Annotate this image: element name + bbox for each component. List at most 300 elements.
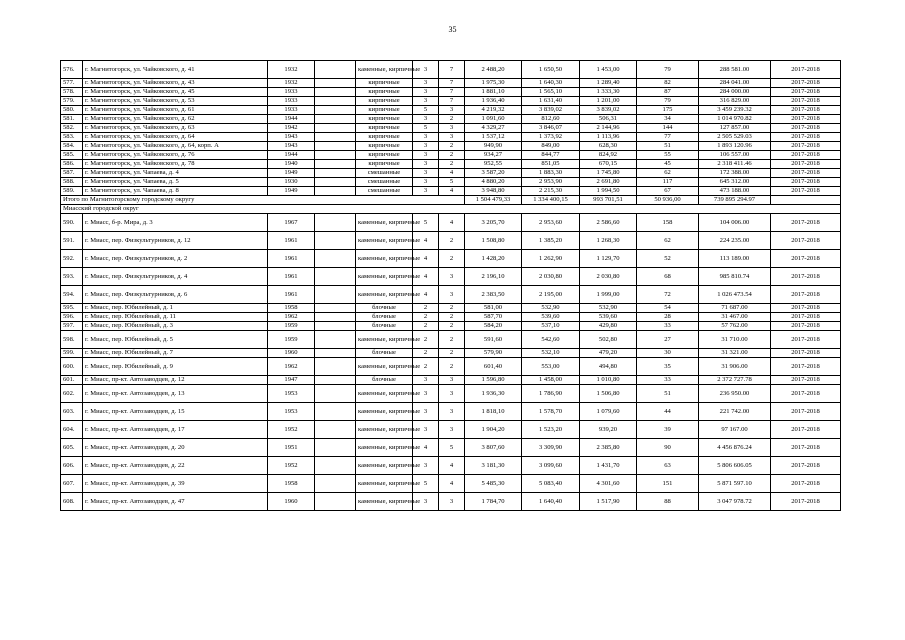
living-area-cell: 1 883,30 — [522, 169, 580, 178]
period-cell: 2017-2018 — [771, 376, 841, 385]
table-row — [61, 79, 841, 88]
living-area-cell: 1 262,90 — [522, 250, 580, 268]
address-cell: г. Магнитогорск, ул. Чапаева, д. 4 — [83, 169, 268, 178]
year-cell: 1961 — [268, 232, 315, 250]
residential-area-cell: 532,90 — [580, 304, 637, 313]
material-cell: каменные, кирпичные — [356, 286, 413, 304]
row-number: 588. — [61, 178, 83, 187]
total-area-cell: 1 975,30 — [465, 79, 522, 88]
row-number: 603. — [61, 403, 83, 421]
floors-cell: 2 — [413, 358, 439, 376]
address-cell: г. Миасс, пр-кт. Автозаводцев, д. 12 — [83, 376, 268, 385]
empty-cell — [315, 151, 356, 160]
living-area-cell: 812,60 — [522, 115, 580, 124]
floors-cell: 3 — [413, 133, 439, 142]
residents-cell: 28 — [637, 313, 699, 322]
address-cell: г. Миасс, пр-кт. Автозаводцев, д. 47 — [83, 493, 268, 511]
period-cell: 2017-2018 — [771, 88, 841, 97]
residential-area-cell: 1 994,50 — [580, 187, 637, 196]
residents-cell: 44 — [637, 403, 699, 421]
address-cell: г. Миасс, пр-кт. Автозаводцев, д. 20 — [83, 439, 268, 457]
total-area-cell: 1 504 479,33 — [465, 196, 522, 205]
material-cell: каменные, кирпичные — [356, 268, 413, 286]
entrances-cell: 3 — [439, 106, 465, 115]
row-number: 596. — [61, 313, 83, 322]
cost-cell: 5 806 606.05 — [699, 457, 771, 475]
row-number: 582. — [61, 124, 83, 133]
living-area-cell: 5 083,40 — [522, 475, 580, 493]
cost-cell: 104 006.00 — [699, 214, 771, 232]
floors-cell: 3 — [413, 61, 439, 79]
period-cell: 2017-2018 — [771, 133, 841, 142]
floors-cell: 3 — [413, 376, 439, 385]
floors-cell: 2 — [413, 313, 439, 322]
floors-cell: 5 — [413, 106, 439, 115]
living-area-cell: 539,60 — [522, 313, 580, 322]
floors-cell: 3 — [413, 115, 439, 124]
floors-cell: 4 — [413, 439, 439, 457]
residential-area-cell: 1 113,96 — [580, 133, 637, 142]
table-row — [61, 304, 841, 313]
residential-area-cell: 1 453,00 — [580, 61, 637, 79]
floors-cell: 3 — [413, 385, 439, 403]
material-cell: блочные — [356, 322, 413, 331]
residents-cell: 175 — [637, 106, 699, 115]
row-number: 581. — [61, 115, 83, 124]
year-cell: 1953 — [268, 385, 315, 403]
table-row — [61, 376, 841, 385]
address-cell: г. Магнитогорск, ул. Чайковского, д. 64, корп. А — [83, 142, 268, 151]
year-cell: 1961 — [268, 250, 315, 268]
living-area-cell: 844,77 — [522, 151, 580, 160]
empty-cell — [315, 142, 356, 151]
period-cell: 2017-2018 — [771, 313, 841, 322]
cost-cell: 236 950.00 — [699, 385, 771, 403]
residential-area-cell: 1 431,70 — [580, 457, 637, 475]
living-area-cell: 1 578,70 — [522, 403, 580, 421]
residential-area-cell: 939,20 — [580, 421, 637, 439]
row-number: 585. — [61, 151, 83, 160]
residential-area-cell: 1 999,00 — [580, 286, 637, 304]
floors-cell: 4 — [413, 286, 439, 304]
period-cell: 2017-2018 — [771, 124, 841, 133]
material-cell: каменные, кирпичные — [356, 493, 413, 511]
address-cell: г. Миасс, пер. Юбилейный, д. 7 — [83, 349, 268, 358]
living-area-cell: 3 839,02 — [522, 106, 580, 115]
empty-cell — [315, 79, 356, 88]
row-number: 607. — [61, 475, 83, 493]
entrances-cell: 2 — [439, 160, 465, 169]
total-area-cell: 1 881,10 — [465, 88, 522, 97]
entrances-cell: 4 — [439, 214, 465, 232]
table-row — [61, 142, 841, 151]
material-cell: кирпичные — [356, 79, 413, 88]
cost-cell: 57 762.00 — [699, 322, 771, 331]
total-area-cell: 3 587,20 — [465, 169, 522, 178]
material-cell: каменные, кирпичные — [356, 475, 413, 493]
table-row — [61, 313, 841, 322]
row-number: 584. — [61, 142, 83, 151]
year-cell: 1930 — [268, 178, 315, 187]
table-row — [61, 421, 841, 439]
table-row — [61, 61, 841, 79]
material-cell: каменные, кирпичные — [356, 331, 413, 349]
year-cell: 1961 — [268, 268, 315, 286]
floors-cell: 5 — [413, 475, 439, 493]
residents-cell: 62 — [637, 232, 699, 250]
cost-cell: 31 710.00 — [699, 331, 771, 349]
residential-area-cell: 2 030,80 — [580, 268, 637, 286]
period-cell: 2017-2018 — [771, 493, 841, 511]
period-cell: 2017-2018 — [771, 187, 841, 196]
material-cell: каменные, кирпичные — [356, 358, 413, 376]
material-cell: кирпичные — [356, 106, 413, 115]
period-cell: 2017-2018 — [771, 79, 841, 88]
cost-cell: 127 857.00 — [699, 124, 771, 133]
empty-cell — [315, 475, 356, 493]
residents-cell: 68 — [637, 268, 699, 286]
table-row — [61, 106, 841, 115]
year-cell: 1960 — [268, 349, 315, 358]
year-cell: 1962 — [268, 358, 315, 376]
material-cell: кирпичные — [356, 133, 413, 142]
material-cell: кирпичные — [356, 97, 413, 106]
table-row — [61, 214, 841, 232]
floors-cell: 3 — [413, 187, 439, 196]
floors-cell: 4 — [413, 232, 439, 250]
cost-cell: 473 188.00 — [699, 187, 771, 196]
residential-area-cell: 502,80 — [580, 331, 637, 349]
empty-cell — [315, 421, 356, 439]
row-number: 598. — [61, 331, 83, 349]
material-cell: кирпичные — [356, 115, 413, 124]
period-cell: 2017-2018 — [771, 457, 841, 475]
cost-cell: 221 742.00 — [699, 403, 771, 421]
residential-area-cell: 1 268,30 — [580, 232, 637, 250]
table-row — [61, 475, 841, 493]
empty-cell — [315, 349, 356, 358]
address-cell: г. Магнитогорск, ул. Чайковского, д. 62 — [83, 115, 268, 124]
empty-cell — [315, 133, 356, 142]
living-area-cell: 3 099,60 — [522, 457, 580, 475]
total-area-cell: 2 488,20 — [465, 61, 522, 79]
row-number: 594. — [61, 286, 83, 304]
material-cell: каменные, кирпичные — [356, 385, 413, 403]
residents-cell: 62 — [637, 169, 699, 178]
total-area-cell: 579,90 — [465, 349, 522, 358]
entrances-cell: 2 — [439, 232, 465, 250]
empty-cell — [315, 376, 356, 385]
residents-cell: 151 — [637, 475, 699, 493]
year-cell: 1940 — [268, 160, 315, 169]
entrances-cell: 5 — [439, 178, 465, 187]
cost-cell: 5 871 597.10 — [699, 475, 771, 493]
empty-cell — [315, 268, 356, 286]
living-area-cell: 851,05 — [522, 160, 580, 169]
row-number: 599. — [61, 349, 83, 358]
entrances-cell: 2 — [439, 151, 465, 160]
table-row — [61, 115, 841, 124]
material-cell: смешанные — [356, 169, 413, 178]
residential-area-cell: 1 201,00 — [580, 97, 637, 106]
total-area-cell: 3 948,80 — [465, 187, 522, 196]
empty-cell — [315, 286, 356, 304]
living-area-cell: 1 373,92 — [522, 133, 580, 142]
living-area-cell: 532,90 — [522, 304, 580, 313]
material-cell: блочные — [356, 313, 413, 322]
residential-area-cell: 2 385,80 — [580, 439, 637, 457]
address-cell: г. Миасс, пр-кт. Автозаводцев, д. 17 — [83, 421, 268, 439]
empty-cell — [315, 493, 356, 511]
table-row — [61, 97, 841, 106]
entrances-cell: 2 — [439, 349, 465, 358]
floors-cell: 3 — [413, 88, 439, 97]
period-cell: 2017-2018 — [771, 250, 841, 268]
address-cell: г. Миасс, пер. Юбилейный, д. 9 — [83, 358, 268, 376]
empty-cell — [315, 385, 356, 403]
year-cell: 1933 — [268, 106, 315, 115]
address-cell: г. Магнитогорск, ул. Чапаева, д. 8 — [83, 187, 268, 196]
year-cell: 1960 — [268, 493, 315, 511]
cost-cell: 985 810.74 — [699, 268, 771, 286]
residents-cell: 77 — [637, 133, 699, 142]
address-cell: г. Миасс, пер. Юбилейный, д. 1 — [83, 304, 268, 313]
entrances-cell: 3 — [439, 268, 465, 286]
table-row — [61, 124, 841, 133]
cost-cell: 31 321.00 — [699, 349, 771, 358]
year-cell: 1961 — [268, 286, 315, 304]
row-number: 576. — [61, 61, 83, 79]
year-cell: 1962 — [268, 313, 315, 322]
empty-cell — [315, 250, 356, 268]
total-area-cell: 587,70 — [465, 313, 522, 322]
living-area-cell: 1 786,90 — [522, 385, 580, 403]
entrances-cell: 3 — [439, 124, 465, 133]
entrances-cell: 2 — [439, 250, 465, 268]
year-cell: 1943 — [268, 142, 315, 151]
entrances-cell: 3 — [439, 376, 465, 385]
material-cell: кирпичные — [356, 160, 413, 169]
empty-cell — [315, 115, 356, 124]
table-row — [61, 331, 841, 349]
residential-area-cell: 1 517,90 — [580, 493, 637, 511]
address-cell: г. Миасс, пер. Юбилейный, д. 11 — [83, 313, 268, 322]
floors-cell: 2 — [413, 322, 439, 331]
living-area-cell: 3 846,07 — [522, 124, 580, 133]
address-cell: г. Магнитогорск, ул. Чайковского, д. 43 — [83, 79, 268, 88]
total-area-cell: 4 329,27 — [465, 124, 522, 133]
cost-cell: 284 000.00 — [699, 88, 771, 97]
row-number: 577. — [61, 79, 83, 88]
year-cell: 1932 — [268, 79, 315, 88]
period-cell: 2017-2018 — [771, 142, 841, 151]
living-area-cell: 1 385,20 — [522, 232, 580, 250]
empty-cell — [315, 331, 356, 349]
table-row — [61, 88, 841, 97]
empty-cell — [315, 403, 356, 421]
year-cell: 1944 — [268, 151, 315, 160]
table-row — [61, 322, 841, 331]
empty-cell — [315, 304, 356, 313]
material-cell: каменные, кирпичные — [356, 61, 413, 79]
address-cell: г. Магнитогорск, ул. Чайковского, д. 41 — [83, 61, 268, 79]
total-area-cell: 3 205,70 — [465, 214, 522, 232]
cost-cell: 1 026 473.54 — [699, 286, 771, 304]
empty-cell — [315, 97, 356, 106]
cost-cell: 113 189.00 — [699, 250, 771, 268]
cost-cell: 2 318 411.46 — [699, 160, 771, 169]
residential-area-cell: 1 289,40 — [580, 79, 637, 88]
floors-cell: 4 — [413, 250, 439, 268]
entrances-cell: 2 — [439, 322, 465, 331]
cost-cell: 1 014 970.82 — [699, 115, 771, 124]
residents-cell: 50 936,00 — [637, 196, 699, 205]
total-area-cell: 581,00 — [465, 304, 522, 313]
period-cell: 2017-2018 — [771, 304, 841, 313]
empty-cell — [315, 106, 356, 115]
total-area-cell: 591,60 — [465, 331, 522, 349]
living-area-cell: 1 565,10 — [522, 88, 580, 97]
entrances-cell: 3 — [439, 286, 465, 304]
residents-cell: 67 — [637, 187, 699, 196]
cost-cell: 316 829.00 — [699, 97, 771, 106]
empty-cell — [315, 439, 356, 457]
period-cell: 2017-2018 — [771, 97, 841, 106]
material-cell: каменные, кирпичные — [356, 214, 413, 232]
address-cell: г. Магнитогорск, ул. Чайковского, д. 63 — [83, 124, 268, 133]
floors-cell: 2 — [413, 331, 439, 349]
residents-cell: 54 — [637, 304, 699, 313]
cost-cell: 288 581.00 — [699, 61, 771, 79]
total-area-cell: 601,40 — [465, 358, 522, 376]
material-cell: смешанные — [356, 187, 413, 196]
table-row — [61, 169, 841, 178]
living-area-cell: 849,00 — [522, 142, 580, 151]
floors-cell: 3 — [413, 151, 439, 160]
period-cell: 2017-2018 — [771, 349, 841, 358]
residents-cell: 90 — [637, 439, 699, 457]
residents-cell: 79 — [637, 61, 699, 79]
address-cell: г. Миасс, пер. Юбилейный, д. 5 — [83, 331, 268, 349]
address-cell: г. Миасс, пер. Юбилейный, д. 3 — [83, 322, 268, 331]
year-cell: 1933 — [268, 88, 315, 97]
residential-area-cell: 429,80 — [580, 322, 637, 331]
residential-area-cell: 3 839,02 — [580, 106, 637, 115]
entrances-cell: 2 — [439, 304, 465, 313]
total-area-cell: 1 818,10 — [465, 403, 522, 421]
row-number: 605. — [61, 439, 83, 457]
entrances-cell: 7 — [439, 88, 465, 97]
address-cell: г. Миасс, пер. Физкультурников, д. 6 — [83, 286, 268, 304]
material-cell: каменные, кирпичные — [356, 403, 413, 421]
living-area-cell: 1 523,20 — [522, 421, 580, 439]
total-area-cell: 1 936,30 — [465, 385, 522, 403]
total-area-cell: 934,27 — [465, 151, 522, 160]
section-label: Миасский городской округ — [61, 205, 841, 214]
year-cell: 1944 — [268, 115, 315, 124]
total-label: Итого по Магнитогорскому городскому округу — [61, 196, 465, 205]
address-cell: г. Магнитогорск, ул. Чайковского, д. 61 — [83, 106, 268, 115]
cost-cell: 645 312.00 — [699, 178, 771, 187]
living-area-cell: 1 631,40 — [522, 97, 580, 106]
entrances-cell: 2 — [439, 358, 465, 376]
residents-cell: 88 — [637, 493, 699, 511]
address-cell: г. Магнитогорск, ул. Чайковского, д. 53 — [83, 97, 268, 106]
total-area-cell: 1 537,12 — [465, 133, 522, 142]
cost-cell: 172 388.00 — [699, 169, 771, 178]
living-area-cell: 537,10 — [522, 322, 580, 331]
living-area-cell: 1 640,30 — [522, 79, 580, 88]
period-cell: 2017-2018 — [771, 115, 841, 124]
empty-cell — [315, 169, 356, 178]
total-area-cell: 2 196,10 — [465, 268, 522, 286]
table-row — [61, 151, 841, 160]
residents-cell: 63 — [637, 457, 699, 475]
residential-area-cell: 824,92 — [580, 151, 637, 160]
floors-cell: 3 — [413, 421, 439, 439]
year-cell: 1953 — [268, 403, 315, 421]
cost-cell: 739 895 294.97 — [699, 196, 771, 205]
total-area-cell: 4 219,32 — [465, 106, 522, 115]
table-row — [61, 178, 841, 187]
residential-area-cell: 2 586,60 — [580, 214, 637, 232]
living-area-cell: 2 215,30 — [522, 187, 580, 196]
year-cell: 1943 — [268, 133, 315, 142]
residents-cell: 87 — [637, 88, 699, 97]
residents-cell: 117 — [637, 178, 699, 187]
address-cell: г. Миасс, пр-кт. Автозаводцев, д. 13 — [83, 385, 268, 403]
total-area-cell: 3 181,30 — [465, 457, 522, 475]
table-row — [61, 439, 841, 457]
table-body — [61, 61, 841, 511]
address-cell: г. Магнитогорск, ул. Чайковского, д. 64 — [83, 133, 268, 142]
section-header-row — [61, 205, 841, 214]
cost-cell: 71 687.00 — [699, 304, 771, 313]
floors-cell: 3 — [413, 178, 439, 187]
entrances-cell: 3 — [439, 385, 465, 403]
entrances-cell: 4 — [439, 457, 465, 475]
row-number: 587. — [61, 169, 83, 178]
residents-cell: 33 — [637, 322, 699, 331]
material-cell: кирпичные — [356, 142, 413, 151]
cost-cell: 31 467.00 — [699, 313, 771, 322]
residents-cell: 79 — [637, 97, 699, 106]
living-area-cell: 2 953,90 — [522, 178, 580, 187]
period-cell: 2017-2018 — [771, 232, 841, 250]
residents-cell: 33 — [637, 376, 699, 385]
year-cell: 1942 — [268, 124, 315, 133]
entrances-cell: 2 — [439, 313, 465, 322]
floors-cell: 5 — [413, 214, 439, 232]
row-number: 592. — [61, 250, 83, 268]
residential-area-cell: 1 506,80 — [580, 385, 637, 403]
period-cell: 2017-2018 — [771, 358, 841, 376]
table-row — [61, 457, 841, 475]
empty-cell — [315, 313, 356, 322]
living-area-cell: 2 195,00 — [522, 286, 580, 304]
residential-area-cell: 1 129,70 — [580, 250, 637, 268]
material-cell: кирпичные — [356, 88, 413, 97]
cost-cell: 224 235.00 — [699, 232, 771, 250]
living-area-cell: 1 650,50 — [522, 61, 580, 79]
row-number: 604. — [61, 421, 83, 439]
living-area-cell: 553,00 — [522, 358, 580, 376]
period-cell: 2017-2018 — [771, 178, 841, 187]
residential-area-cell: 670,15 — [580, 160, 637, 169]
material-cell: каменные, кирпичные — [356, 421, 413, 439]
cost-cell: 31 906.00 — [699, 358, 771, 376]
table-row — [61, 133, 841, 142]
